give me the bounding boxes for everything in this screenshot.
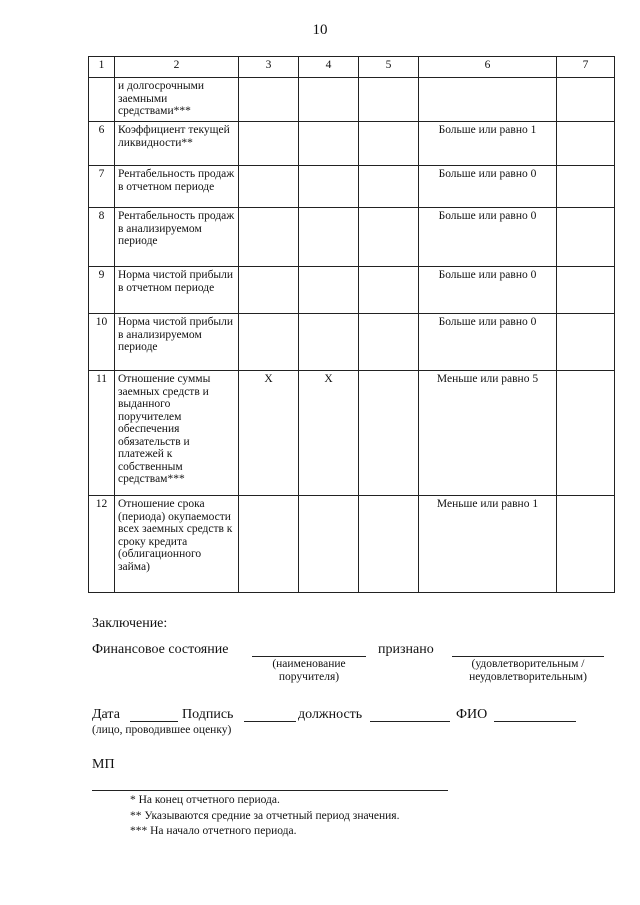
signature-label: Подпись bbox=[182, 707, 234, 722]
value-col5 bbox=[359, 208, 419, 267]
row-number: 9 bbox=[89, 267, 115, 314]
table-row bbox=[89, 496, 615, 593]
footnote-3: *** На начало отчетного периода. bbox=[130, 825, 297, 837]
value-col4 bbox=[299, 166, 359, 208]
indicator-name: Отношение срока (периода) окупаемости всех заемных средств к сроку кредита (облигационного займа) bbox=[115, 496, 239, 593]
fio-line[interactable] bbox=[494, 721, 576, 722]
table-row bbox=[89, 267, 615, 314]
norm-condition: Меньше или равно 5 bbox=[419, 371, 557, 496]
table-row bbox=[89, 78, 615, 122]
value-col4 bbox=[299, 78, 359, 122]
column-header: 1 bbox=[89, 57, 115, 78]
value-col3 bbox=[239, 122, 299, 166]
row-number: 12 bbox=[89, 496, 115, 593]
value-col7 bbox=[557, 122, 615, 166]
value-col5 bbox=[359, 78, 419, 122]
table-row bbox=[89, 208, 615, 267]
norm-condition: Больше или равно 0 bbox=[419, 267, 557, 314]
indicator-name: Рентабельность продаж в анализируемом периоде bbox=[115, 208, 239, 267]
row-number: 10 bbox=[89, 314, 115, 371]
fio-label: ФИО bbox=[456, 707, 488, 722]
value-col5 bbox=[359, 496, 419, 593]
row-number bbox=[89, 78, 115, 122]
footnote-2: ** Указываются средние за отчетный период значения. bbox=[130, 810, 400, 822]
value-col7 bbox=[557, 496, 615, 593]
value-col3 bbox=[239, 166, 299, 208]
value-col4 bbox=[299, 314, 359, 371]
indicator-name: и долгосрочными заемными средствами*** bbox=[115, 78, 239, 122]
table-row bbox=[89, 314, 615, 371]
value-col7 bbox=[557, 166, 615, 208]
status-hint: (удовлетворительным / неудовлетворительным) bbox=[469, 658, 587, 683]
financial-state-label: Финансовое состояние bbox=[92, 642, 229, 657]
value-col4 bbox=[299, 267, 359, 314]
value-col3 bbox=[239, 78, 299, 122]
status-line[interactable] bbox=[452, 656, 604, 657]
value-col5 bbox=[359, 371, 419, 496]
footnote-1: * На конец отчетного периода. bbox=[130, 794, 280, 806]
value-col4 bbox=[299, 122, 359, 166]
person-hint: (лицо, проводившее оценку) bbox=[92, 724, 232, 736]
value-col5 bbox=[359, 122, 419, 166]
column-header: 5 bbox=[359, 57, 419, 78]
value-col3 bbox=[239, 496, 299, 593]
value-col3 bbox=[239, 208, 299, 267]
page-number: 10 bbox=[312, 22, 328, 38]
value-col4 bbox=[299, 208, 359, 267]
row-number: 6 bbox=[89, 122, 115, 166]
position-label: должность bbox=[298, 707, 363, 722]
conclusion-heading: Заключение: bbox=[92, 616, 168, 631]
column-header: 6 bbox=[419, 57, 557, 78]
date-line[interactable] bbox=[130, 721, 178, 722]
value-col5 bbox=[359, 166, 419, 208]
row-number: 11 bbox=[89, 371, 115, 496]
guarantor-name-line[interactable] bbox=[252, 656, 366, 657]
table-row bbox=[89, 371, 615, 496]
recognized-label: признано bbox=[378, 642, 434, 657]
norm-condition bbox=[419, 78, 557, 122]
column-header: 4 bbox=[299, 57, 359, 78]
indicators-table bbox=[88, 56, 615, 593]
table-row bbox=[89, 122, 615, 166]
table-header-row bbox=[89, 57, 615, 78]
footnote-divider bbox=[92, 790, 448, 791]
column-header: 7 bbox=[557, 57, 615, 78]
indicator-name: Коэффициент текущей ликвидности** bbox=[115, 122, 239, 166]
indicator-name: Норма чистой прибыли в отчетном периоде bbox=[115, 267, 239, 314]
value-col7 bbox=[557, 371, 615, 496]
stamp-label: МП bbox=[92, 757, 115, 772]
signature-line[interactable] bbox=[244, 721, 296, 722]
column-header: 3 bbox=[239, 57, 299, 78]
norm-condition: Больше или равно 0 bbox=[419, 208, 557, 267]
value-col4: X bbox=[299, 371, 359, 496]
date-label: Дата bbox=[92, 707, 120, 722]
value-col3 bbox=[239, 314, 299, 371]
row-number: 7 bbox=[89, 166, 115, 208]
value-col4 bbox=[299, 496, 359, 593]
value-col5 bbox=[359, 314, 419, 371]
value-col7 bbox=[557, 78, 615, 122]
indicator-name: Норма чистой прибыли в анализируемом периоде bbox=[115, 314, 239, 371]
norm-condition: Больше или равно 0 bbox=[419, 314, 557, 371]
row-number: 8 bbox=[89, 208, 115, 267]
norm-condition: Больше или равно 0 bbox=[419, 166, 557, 208]
norm-condition: Меньше или равно 1 bbox=[419, 496, 557, 593]
value-col7 bbox=[557, 314, 615, 371]
norm-condition: Больше или равно 1 bbox=[419, 122, 557, 166]
indicator-name: Отношение суммы заемных средств и выданного поручителем обеспечения обязательств и платежей к собственным средствам*** bbox=[115, 371, 239, 496]
value-col5 bbox=[359, 267, 419, 314]
value-col3: X bbox=[239, 371, 299, 496]
position-line[interactable] bbox=[370, 721, 450, 722]
column-header: 2 bbox=[115, 57, 239, 78]
value-col7 bbox=[557, 208, 615, 267]
table-row bbox=[89, 166, 615, 208]
value-col3 bbox=[239, 267, 299, 314]
guarantor-hint: (наименование поручителя) bbox=[272, 658, 346, 683]
value-col7 bbox=[557, 267, 615, 314]
indicator-name: Рентабельность продаж в отчетном периоде bbox=[115, 166, 239, 208]
